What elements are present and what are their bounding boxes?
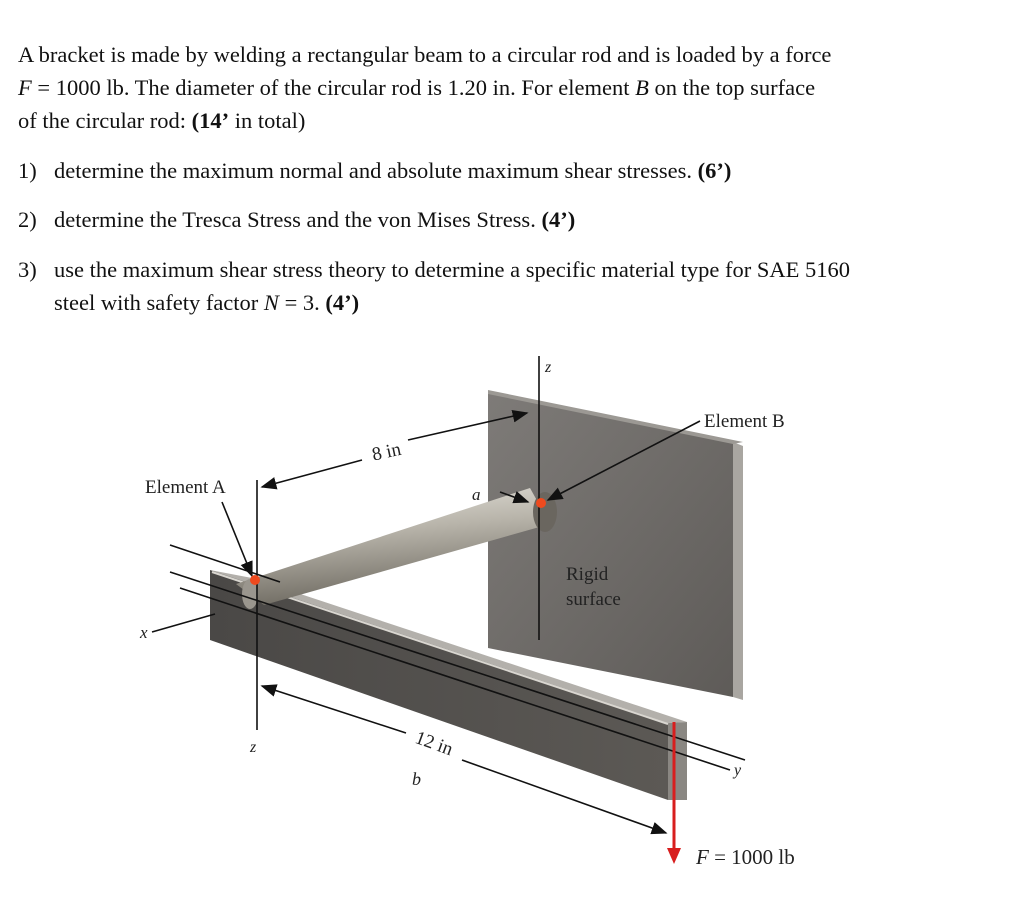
question-text: use the maximum shear stress theory to determine a specific material type for SAE 5160 bbox=[54, 257, 851, 282]
wall-front bbox=[488, 393, 733, 697]
wall-edge bbox=[733, 442, 743, 700]
dim-8-label: 8 in bbox=[370, 438, 403, 466]
dim-12-label: 12 in bbox=[412, 727, 456, 761]
x-axis-line-2 bbox=[152, 614, 215, 632]
a-label: a bbox=[472, 485, 481, 504]
element-b-marker bbox=[536, 498, 546, 508]
problem-line-1: A bracket is made by welding a rectangular beam to a circular rod and is loaded by a force bbox=[18, 42, 832, 67]
problem-line-3: of the circular rod: (14’ in total) bbox=[18, 108, 306, 133]
question-2 bbox=[18, 203, 1008, 236]
question-points: (6’) bbox=[697, 158, 732, 183]
x-label: x bbox=[140, 623, 148, 642]
question-number: 3) bbox=[18, 257, 37, 282]
force-symbol: F bbox=[18, 75, 32, 100]
element-b-label: Element B bbox=[704, 411, 785, 432]
beam-end bbox=[668, 722, 687, 800]
element-a-label: Element A bbox=[145, 477, 226, 498]
rigid-label: Rigid bbox=[566, 564, 609, 585]
force-label: F = 1000 lb bbox=[696, 845, 795, 869]
question-points: (4’) bbox=[325, 290, 360, 315]
y-label: y bbox=[734, 762, 742, 779]
dim-8-line-left bbox=[262, 460, 362, 487]
rigid-wall bbox=[488, 390, 743, 700]
z-label-bottom: z bbox=[250, 739, 257, 756]
problem-statement bbox=[18, 38, 1008, 137]
question-1 bbox=[18, 154, 1008, 187]
question-number: 2) bbox=[18, 207, 37, 232]
element-symbol: B bbox=[635, 75, 649, 100]
total-points: (14’ bbox=[191, 108, 230, 133]
surface-label: surface bbox=[566, 589, 621, 610]
question-text: determine the maximum normal and absolute maximum shear stresses. bbox=[54, 158, 692, 183]
force-head bbox=[667, 848, 681, 864]
z-label-top: z bbox=[545, 359, 552, 376]
question-text: determine the Tresca Stress and the von Mises Stress. bbox=[54, 207, 536, 232]
question-3: 3) use the maximum shear stress theory to determine a specific material type for SAE 5160 steel with safety factor N = 3. (4’) bbox=[18, 253, 1008, 319]
question-points: (4’) bbox=[541, 207, 576, 232]
element-a-leader bbox=[222, 502, 252, 576]
problem-line-2: F = 1000 lb. The diameter of the circular rod is 1.20 in. For element B on the top surface bbox=[18, 75, 816, 100]
b-label: b bbox=[412, 769, 421, 789]
bracket-figure bbox=[0, 330, 1024, 904]
question-number: 1) bbox=[18, 158, 37, 183]
element-a-marker bbox=[250, 575, 260, 585]
